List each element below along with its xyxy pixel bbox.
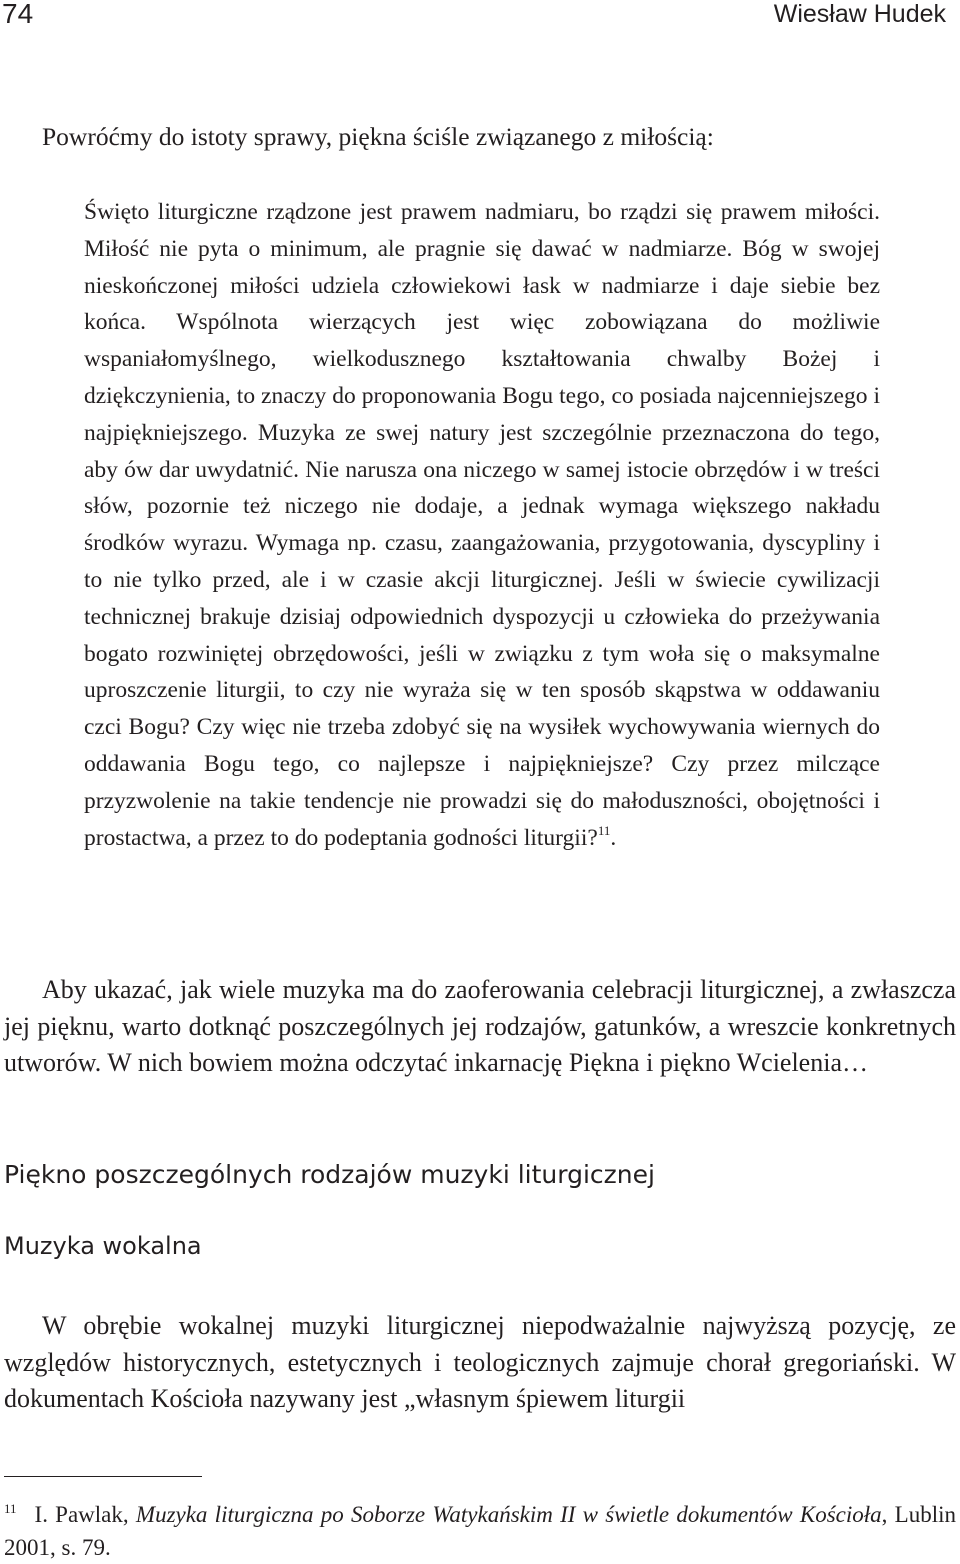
page-number: 74: [2, 0, 34, 29]
footnote: [4, 1498, 956, 1564]
footnote-title: Muzyka liturgiczna po Soborze Watykańskim II w świetle dokumentów Kościoła: [135, 1502, 882, 1527]
running-head: Wiesław Hudek: [773, 0, 946, 28]
footnote-divider: [4, 1476, 202, 1477]
body-paragraph-1: Aby ukazać, jak wiele muzyka ma do zaoferowania celebracji liturgicznej, a zwłaszcza jej pięknu, warto dotknąć poszczególnych jej rodzajów, gatunków, a wreszcie konkretnych utworów. W nich bowiem można odczytać inkarnację Piękna i piękno Wcielenia…: [4, 975, 956, 1077]
quote-end: .: [610, 824, 617, 851]
subsection-heading: Muzyka wokalna: [4, 1232, 202, 1260]
quote-text: Święto liturgiczne rządzone jest prawem nadmiaru, bo rządzi się prawem miłości. Miłość nie pyta o minimum, ale pragnie się dawać w nadmiarze. Bóg w swojej nieskończonej miłości udziela człowiekowi łask w nadmiarze i daje siebie bez końca. Wspólnota wierzących jest więc zobowiązana do możliwie wspaniałomyślnego, wielkodusznego kształtowania chwalby Bożej i dziękczynienia, to znaczy do proponowania Bogu tego, co posiada najcenniejszego i najpiękniejszego. Muzyka ze swej natury jest szczególnie przeznaczona do tego, aby ów dar uwydatnić. Nie narusza ona niczego w samej istocie obrzędów i w treści słów, pozornie też niczego nie dodaje, a jednak wymaga większego nakładu środków wyrazu. Wymaga np. czasu, zaangażowania, przygotowania, dyscypliny i to nie tylko przed, ale i w czasie akcji liturgicznej. Jeśli w świecie cywilizacji technicznej brakuje dzisiaj odpowiednich dyspozycji u człowieka do przeżywania bogato rozwiniętej obrzędowości, jeśli w związku z tym woła się o maksymalne uproszczenie liturgii, to czy nie wyraża się w ten sposób skąpstwa w oddawaniu czci Bogu? Czy więc nie trzeba zdobyć się na wysiłek wychowywania wiernych do oddawania Bogu tego, co najlepsze i najpiękniejsze? Czy przez milczące przyzwolenie na takie tendencje nie prowadzi się do małoduszności, obojętności i prostactwa, a przez to do podeptania godności liturgii?: [84, 199, 880, 851]
block-quote: [84, 194, 880, 856]
footnote-number: 11: [4, 1501, 17, 1516]
section-heading: Piękno poszczególnych rodzajów muzyki liturgicznej: [4, 1160, 655, 1189]
body-paragraph-2: W obrębie wokalnej muzyki liturgicznej niepodważalnie najwyższą pozycję, ze względów historycznych, estetycznych i teologicznych zajmuje chorał gregoriański. W dokumentach Kościoła nazywany jest „własnym śpiewem liturgii: [4, 1311, 956, 1413]
footnote-rest: , Lublin 2001, s. 79.: [4, 1502, 956, 1560]
intro-paragraph: Powróćmy do istoty sprawy, piękna ściśle związanego z miłością:: [42, 122, 714, 151]
footnote-author: I. Pawlak,: [34, 1502, 136, 1527]
footnote-reference[interactable]: 11: [597, 822, 611, 838]
